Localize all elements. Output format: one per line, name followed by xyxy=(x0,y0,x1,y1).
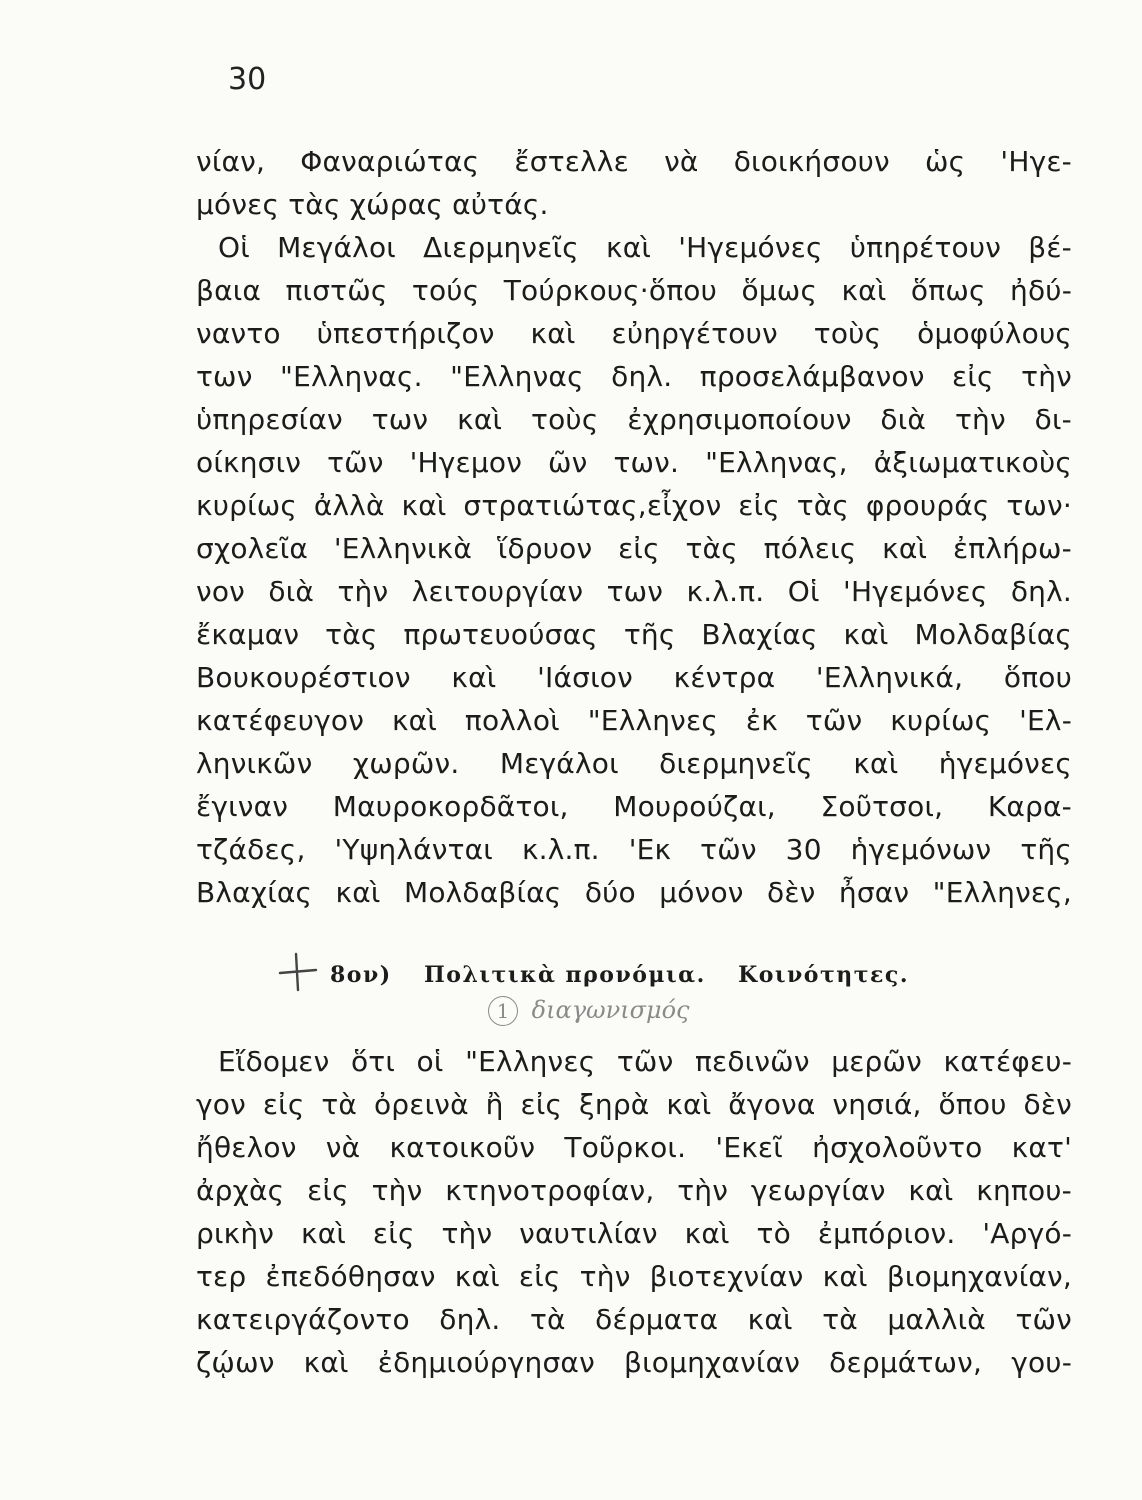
text-line: νον διὰ τὴν λειτουργίαν των κ.λ.π. Οἱ 'Ηγεμόνες δηλ. xyxy=(196,575,1072,608)
text-line: ἤθελον νὰ κατοικοῦν Τοῦρκοι. 'Εκεῖ ἠσχολοῦντο κατ' xyxy=(196,1131,1072,1164)
text-line: ληνικῶν χωρῶν. Μεγάλοι διερμηνεῖς καὶ ἡγεμόνες xyxy=(196,747,1072,780)
annotation-number: 1 xyxy=(488,996,518,1026)
text-line: ρικὴν καὶ εἰς τὴν ναυτιλίαν καὶ τὸ ἐμπόριον. 'Αργό- xyxy=(196,1217,1072,1250)
annotation-text: διαγωνισμός xyxy=(531,996,690,1024)
text-line: κυρίως ἀλλὰ καὶ στρατιώτας,εἶχον εἰς τὰς φρουράς των· xyxy=(196,489,1072,522)
text-line: ἔγιναν Μαυροκορδᾶτοι, Μουρούζαι, Σοῦτσοι, Καρα- xyxy=(196,790,1072,823)
section-number: 8ον) xyxy=(330,962,392,988)
section-title: Πολιτικὰ προνόμια. xyxy=(424,962,706,988)
text-line: κατειργάζοντο δηλ. τὰ δέρματα καὶ τὰ μαλλιὰ τῶν xyxy=(196,1303,1072,1336)
text-line: μόνες τὰς χώρας αὐτάς. xyxy=(196,188,549,221)
text-line: ἔκαμαν τὰς πρωτευούσας τῆς Βλαχίας καὶ Μολδαβίας xyxy=(196,618,1072,651)
text-line: ὑπηρεσίαν των καὶ τοὺς ἐχρησιμοποίουν διὰ τὴν δι- xyxy=(196,403,1072,436)
text-line: Εἴδομεν ὅτι οἱ "Ελληνες τῶν πεδινῶν μερῶν κατέφευ- xyxy=(218,1045,1072,1078)
text-line: Οἱ Μεγάλοι Διερμηνεῖς καὶ 'Ηγεμόνες ὑπηρέτουν βέ- xyxy=(218,231,1072,264)
text-line: των "Ελληνας. "Ελληνας δηλ. προσελάμβανον εἰς τὴν xyxy=(196,360,1072,393)
text-line: ἀρχὰς εἰς τὴν κτηνοτροφίαν, τὴν γεωργίαν καὶ κηπου- xyxy=(196,1174,1072,1207)
text-line: νίαν, Φαναριώτας ἔστελλε νὰ διοικήσουν ὡς 'Ηγε- xyxy=(196,145,1072,178)
text-line: βαια πιστῶς τούς Τούρκους·ὅπου ὅμως καὶ ὅπως ἠδύ- xyxy=(196,274,1072,307)
text-line: ναντο ὑπεστήριζον καὶ εὐηργέτουν τοὺς ὁμοφύλους xyxy=(196,317,1072,350)
text-line: κατέφευγον καὶ πολλοὶ "Ελληνες ἐκ τῶν κυρίως 'Ελ- xyxy=(196,704,1072,737)
margin-cross-mark xyxy=(276,950,320,998)
paragraph-block-1 xyxy=(196,140,1072,914)
section-heading xyxy=(330,962,909,988)
text-line: Βουκουρέστιον καὶ 'Ιάσιον κέντρα 'Ελληνικά, ὅπου xyxy=(196,661,1072,694)
text-line: τζάδες, 'Υψηλάνται κ.λ.π. 'Εκ τῶν 30 ἡγεμόνων τῆς xyxy=(196,833,1072,866)
cross-mark-icon xyxy=(276,950,320,994)
handwritten-annotation xyxy=(488,996,690,1026)
text-line: σχολεῖα 'Ελληνικὰ ἵδρυον εἰς τὰς πόλεις καὶ ἐπλήρω- xyxy=(196,532,1072,565)
text-line: Βλαχίας καὶ Μολδαβίας δύο μόνον δὲν ἦσαν "Ελληνες, xyxy=(196,876,1072,909)
page-number: 30 xyxy=(228,62,267,97)
text-line: τερ ἐπεδόθησαν καὶ εἰς τὴν βιοτεχνίαν καὶ βιομηχανίαν, xyxy=(196,1260,1072,1293)
text-line: γον εἰς τὰ ὀρεινὰ ἢ εἰς ξηρὰ καὶ ἄγονα νησιά, ὅπου δὲν xyxy=(196,1088,1072,1121)
paragraph-block-2 xyxy=(196,1040,1072,1384)
text-line: ζῴων καὶ ἐδημιούργησαν βιομηχανίαν δερμάτων, γου- xyxy=(196,1346,1072,1379)
text-line: οίκησιν τῶν 'Ηγεμον ῶν των. "Ελληνας, ἀξιωματικοὺς xyxy=(196,446,1072,479)
section-subtitle: Κοινότητες. xyxy=(738,962,909,988)
